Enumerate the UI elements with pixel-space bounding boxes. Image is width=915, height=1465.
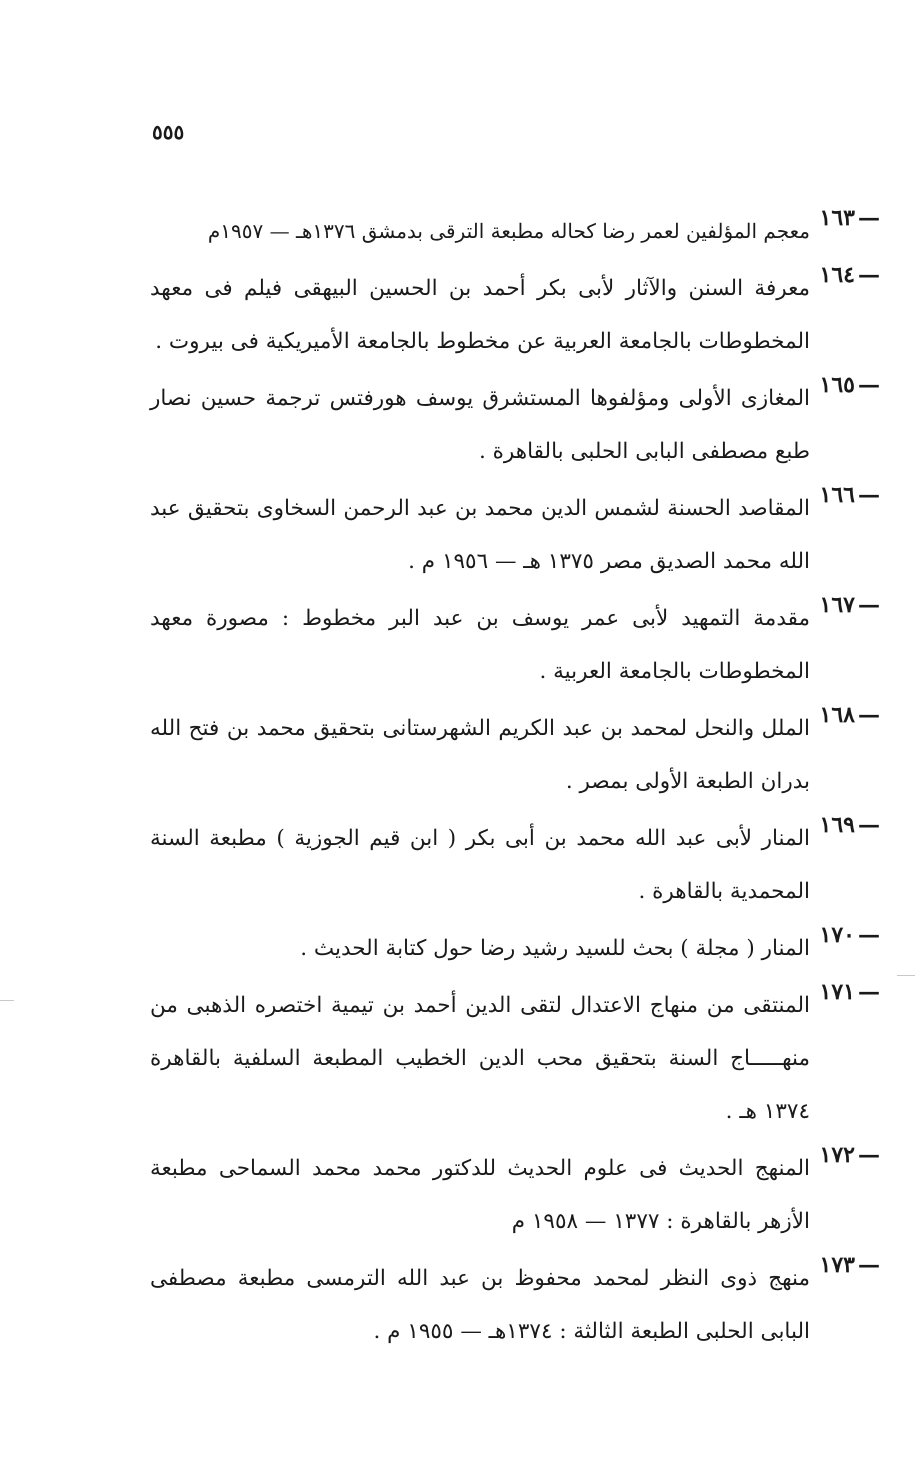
margin-mark <box>0 1000 14 1001</box>
entry-text: المنار لأبى عبد الله محمد بن أبى بكر ( ابن قيم الجوزية ) مطبعة السنة المحمدية بالقاهرة . <box>150 826 810 904</box>
entry-dash: — <box>858 592 880 618</box>
entry-dash: — <box>858 482 880 508</box>
entry-number: ١٦٤ <box>819 262 855 288</box>
entry-text: معجم المؤلفين لعمر رضا كحاله مطبعة الترقى بدمشق ١٣٧٦هـ — ١٩٥٧م <box>207 219 810 243</box>
bibliography-entry <box>150 702 880 808</box>
entry-text: الملل والنحل لمحمد بن عبد الكريم الشهرستانى بتحقيق محمد بن فتح الله بدران الطبعة الأولى بمصر . <box>150 716 810 794</box>
entry-number: ١٦٦ <box>819 482 855 508</box>
entry-dash: — <box>858 702 880 728</box>
bibliography-entry <box>150 922 880 975</box>
entry-dash: — <box>858 372 880 398</box>
bibliography-entry <box>150 205 880 258</box>
entry-text: المنتقى من منهاج الاعتدال لتقى الدين أحمد بن تيمية اختصره الذهبى من منهـــــاج السنة بتحقيق محب الدين الخطيب المطبعة السلفية بالقاهرة ١٣٧٤ هـ . <box>150 993 810 1124</box>
entry-dash: — <box>858 262 880 288</box>
entry-dash: — <box>858 1252 880 1278</box>
entry-number: ١٦٧ <box>819 592 855 618</box>
entry-number: ١٧١ <box>819 979 855 1005</box>
bibliography-entry <box>150 812 880 918</box>
entry-text: المنار ( مجلة ) بحث للسيد رشيد رضا حول كتابة الحديث . <box>300 936 810 961</box>
entry-dash: — <box>858 922 880 948</box>
entry-text: منهج ذوى النظر لمحمد محفوظ بن عبد الله الترمسى مطبعة مصطفى البابى الحلبى الطبعة الثالثة : ١٣٧٤هـ — ١٩٥٥ م . <box>150 1266 810 1344</box>
entry-text: مقدمة التمهيد لأبى عمر يوسف بن عبد البر مخطوط : مصورة معهد المخطوطات بالجامعة العربية . <box>150 606 810 684</box>
entry-dash: — <box>858 812 880 838</box>
bibliography-list <box>150 205 880 1358</box>
bibliography-entry <box>150 262 880 368</box>
bibliography-entry <box>150 1252 880 1358</box>
entry-number: ١٧٠ <box>819 922 855 948</box>
entry-dash: — <box>858 979 880 1005</box>
page-number: ٥٥٥ <box>152 120 185 144</box>
bibliography-entry <box>150 1142 880 1248</box>
bibliography-entry <box>150 592 880 698</box>
entry-number: ١٧٣ <box>819 1252 855 1278</box>
entry-number: ١٦٩ <box>819 812 855 838</box>
margin-mark <box>897 975 915 976</box>
bibliography-entry <box>150 372 880 478</box>
entry-dash: — <box>858 1142 880 1168</box>
entry-number: ١٦٣ <box>819 205 855 231</box>
entry-number: ١٦٥ <box>819 372 855 398</box>
bibliography-entry <box>150 979 880 1138</box>
entry-number: ١٧٢ <box>819 1142 855 1168</box>
entry-dash: — <box>858 205 880 231</box>
entry-text: معرفة السنن والآثار لأبى بكر أحمد بن الحسين البيهقى فيلم فى معهد المخطوطات بالجامعة العربية عن مخطوط بالجامعة الأميريكية فى بيروت . <box>150 276 810 354</box>
entry-text: المنهج الحديث فى علوم الحديث للدكتور محمد محمد السماحى مطبعة الأزهر بالقاهرة : ١٣٧٧ — ١٩٥٨ م <box>150 1156 810 1234</box>
entry-text: المقاصد الحسنة لشمس الدين محمد بن عبد الرحمن السخاوى بتحقيق عبد الله محمد الصديق مصر ١٣٧٥ هـ — ١٩٥٦ م . <box>150 496 810 574</box>
bibliography-entry <box>150 482 880 588</box>
entry-number: ١٦٨ <box>819 702 855 728</box>
entry-text: المغازى الأولى ومؤلفوها المستشرق يوسف هورفتس ترجمة حسين نصار طبع مصطفى البابى الحلبى بالقاهرة . <box>150 386 810 464</box>
